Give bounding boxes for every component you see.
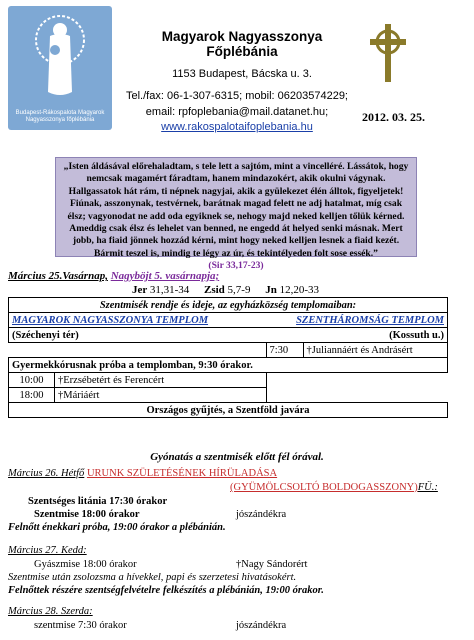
day-date: Március 26. Hétfő — [8, 468, 85, 479]
day-mass-intention: †Nagy Sándorért — [236, 559, 308, 570]
mass-intention: †Erzsébetért és Ferencért — [55, 373, 267, 388]
monday-heading — [8, 468, 277, 479]
table-row — [9, 343, 448, 358]
day-mass-intention: jószándékra — [236, 620, 287, 631]
quote-reference: (Sir 33,17-23) — [208, 260, 264, 272]
day-mass-intention: jószándékra — [236, 509, 287, 520]
reading-book: Jer — [132, 284, 148, 296]
parish-logo — [8, 6, 112, 130]
email-line: email: rpfoplebania@mail.datanet.hu; — [145, 106, 329, 118]
collection-note: Országos gyűjtés, a Szentföld javára — [9, 403, 448, 418]
table-row — [9, 403, 448, 418]
church2-name: SZENTHÁROMSÁG TEMPLOM — [266, 313, 448, 328]
bulletin-date: 2012. 03. 25. — [362, 110, 425, 124]
table-row — [9, 313, 448, 328]
reading-book: Zsid — [204, 284, 225, 296]
website-link[interactable]: www.rakospalotaifoplebania.hu — [161, 121, 313, 133]
day-note: Felnőttek részére szentségfelvételre felkészítés a plébánián, 19:00 órakor. — [8, 585, 324, 596]
confession-note: Gyónatás a szentmisék előtt fél órával. — [150, 451, 324, 463]
day-mass: szentmise 7:30 órakor — [34, 620, 127, 631]
table-row — [9, 388, 448, 403]
sunday-date: Március 25.Vasárnap, — [8, 270, 108, 282]
table-row — [9, 373, 448, 388]
table-row — [9, 328, 448, 343]
mass-intention: †Máriáért — [55, 388, 267, 403]
litany: Szentséges litánia 17:30 órakor — [28, 496, 168, 507]
mass-intention: †Juliannáért és Andrásért — [303, 343, 447, 358]
mass-time: 10:00 — [9, 373, 55, 388]
day-feast: URUNK SZÜLETÉSÉNEK HÍRÜLADÁSA — [86, 468, 278, 479]
monday-feast-line2 — [230, 482, 438, 493]
feast-rank: FÜ.: — [417, 482, 438, 493]
mass-schedule-table — [8, 297, 448, 418]
reading-ref: 12,20-33 — [279, 284, 320, 296]
schedule-title: Szentmisék rendje és ideje, az egyházközség templomaiban: — [9, 298, 448, 313]
address: 1153 Budapest, Bácska u. 3. — [172, 68, 312, 80]
table-row — [9, 298, 448, 313]
church1-place: (Széchenyi tér) — [9, 328, 267, 343]
day-feast-2: (GYÜMÖLCSOLTÓ BOLDOGASSZONY) — [230, 482, 418, 493]
phone-line: Tel./fax: 06-1-307-6315; mobil: 06203574229; — [126, 90, 348, 102]
day-note: Szentmise után zsolozsma a hívekkel, papi és szerzetesi hivatásokért. — [8, 572, 297, 583]
parish-title: Magyarok Nagyasszonya Főplébánia — [161, 29, 323, 59]
reading-book: Jn — [265, 284, 277, 296]
logo-caption: Budapest-Rákospalota Magyarok Nagyasszonya főplébánia — [15, 110, 105, 123]
day-note: Felnőtt énekkari próba, 19:00 órakor a plébánián. — [8, 522, 226, 533]
day-mass: Gyászmise 18:00 órakor — [34, 559, 137, 570]
day-date: Március 27. Kedd: — [8, 545, 87, 556]
day-date: Március 28. Szerda: — [8, 606, 93, 617]
day-mass: Szentmise 18:00 órakor — [34, 509, 140, 520]
celtic-cross-icon — [366, 22, 410, 84]
quote-text: „Isten áldásával előrehaladtam, s tele lett a sajtóm, mint a vincelléré. Lássátok, hogy nemcsak magamért fáradtam, hanem mindazokért, akik okulni vágynak. Hallgassatok hát rám, ti népnek nagyjai, akik a gyülekezet élén álltok, figyeljetek! Fiúnak, asszonynak, testvérnek, barátnak magad felett ne adj hatalmat, míg csak élsz; vagyonodat ne add oda egyiknek se, nehogy majd neked kelljen tőlük kérned. Ameddig csak élsz és lehelet van benned, ne engedd át helyed senki másnak. Mert jobb, ha fiaid jönnek hozzád kérni, mint hogy neked kelljen lesnek a fiaid kezét. Bármit teszel is, mindig te légy az úr, és tekintélyeden folt sose essék.” — [63, 161, 409, 259]
sunday-heading — [8, 270, 219, 282]
madonna-icon — [8, 6, 112, 106]
sunday-feast: Nagyböjt 5. vasárnapja; — [110, 270, 220, 282]
church2-place: (Kossuth u.) — [266, 328, 448, 343]
scripture-quote-box — [55, 157, 417, 272]
sunday-readings — [132, 284, 319, 296]
mass-time: 7:30 — [266, 343, 303, 358]
mass-time: 18:00 — [9, 388, 55, 403]
reading-ref: 5,7-9 — [227, 284, 251, 296]
reading-ref: 31,31-34 — [149, 284, 190, 296]
table-row — [9, 358, 448, 373]
choir-rehearsal: Gyermekkórusnak próba a templomban, 9:30 órakor. — [9, 358, 448, 373]
church1-name: MAGYAROK NAGYASSZONYA TEMPLOM — [9, 313, 267, 328]
